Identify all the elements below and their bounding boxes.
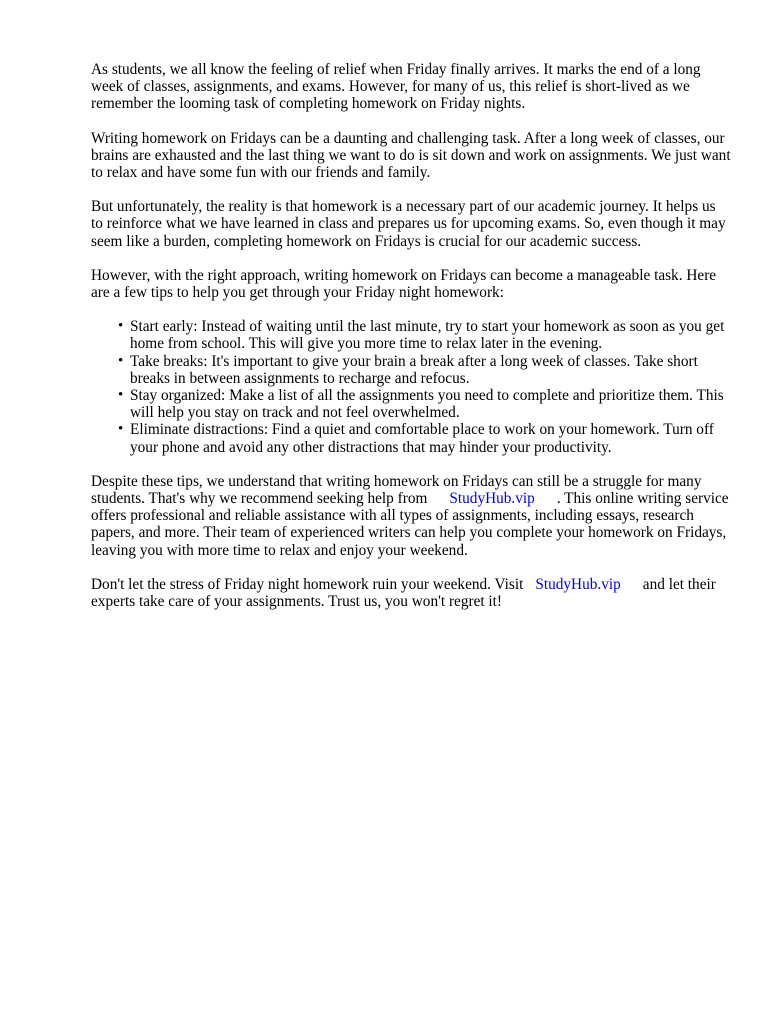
bullet-icon: • bbox=[118, 387, 124, 404]
studyhub-link[interactable]: StudyHub.vip bbox=[449, 490, 535, 508]
bullet-icon: • bbox=[118, 318, 124, 335]
paragraph-tips-intro: However, with the right approach, writing homework on Fridays can become a manageable task. Here are a few tips to help you get through your Friday night homework: bbox=[91, 266, 717, 302]
bullet-icon: • bbox=[118, 352, 124, 369]
tip-text: Stay organized: Make a list of all the assignments you need to complete and prioritize them. This will help you stay on track and not feel overwhelmed. bbox=[130, 387, 724, 422]
paragraph-challenge: Writing homework on Fridays can be a daunting and challenging task. After a long week of classes, our brains are exhausted and the last thing we want to do is sit down and work on assignments. We just want to relax and have some fun with our friends and family. bbox=[91, 129, 731, 182]
bullet-icon: • bbox=[118, 421, 124, 438]
studyhub-link[interactable]: StudyHub.vip bbox=[535, 575, 621, 593]
document-body bbox=[91, 61, 731, 627]
paragraph-recommendation bbox=[91, 473, 731, 559]
list-item bbox=[91, 353, 731, 387]
list-item bbox=[91, 318, 731, 352]
tip-text: Take breaks: It's important to give your brain a break after a long week of classes. Take short breaks in between assignments to recharge and refocus. bbox=[130, 352, 698, 387]
paragraph-necessity: But unfortunately, the reality is that homework is a necessary part of our academic journey. It helps us to reinforce what we have learned in class and prepares us for upcoming exams. So, even though it may seem like a burden, completing homework on Fridays is crucial for our academic success. bbox=[91, 198, 726, 250]
paragraph-text: and let their experts take care of your assignments. Trust us, you won't regret it! bbox=[91, 575, 716, 611]
paragraph-text: Despite these tips, we understand that writing homework on Fridays can still be a struggle for many students. That's why we recommend seeking help from bbox=[91, 472, 702, 508]
list-item bbox=[91, 421, 731, 455]
paragraph-intro: As students, we all know the feeling of relief when Friday finally arrives. It marks the end of a long week of classes, assignments, and exams. However, for many of us, this relief is short-lived as we remember the looming task of completing homework on Friday nights. bbox=[91, 61, 701, 113]
tips-list bbox=[91, 318, 731, 456]
paragraph-closing bbox=[91, 576, 731, 610]
paragraph-text: Don't let the stress of Friday night homework ruin your weekend. Visit bbox=[91, 575, 524, 593]
tip-text: Start early: Instead of waiting until the last minute, try to start your homework as soon as you get home from school. This will give you more time to relax later in the evening. bbox=[130, 318, 725, 353]
paragraph-text: . This online writing service offers professional and reliable assistance with all types of assignments, including essays, research papers, and more. Their team of experienced writers can help you complete your homework on Fridays, leaving you with more time to relax and enjoy your weekend. bbox=[91, 490, 729, 559]
list-item bbox=[91, 387, 731, 421]
tip-text: Eliminate distractions: Find a quiet and comfortable place to work on your homework. Turn off your phone and avoid any other distractions that may hinder your productivity. bbox=[130, 421, 714, 456]
